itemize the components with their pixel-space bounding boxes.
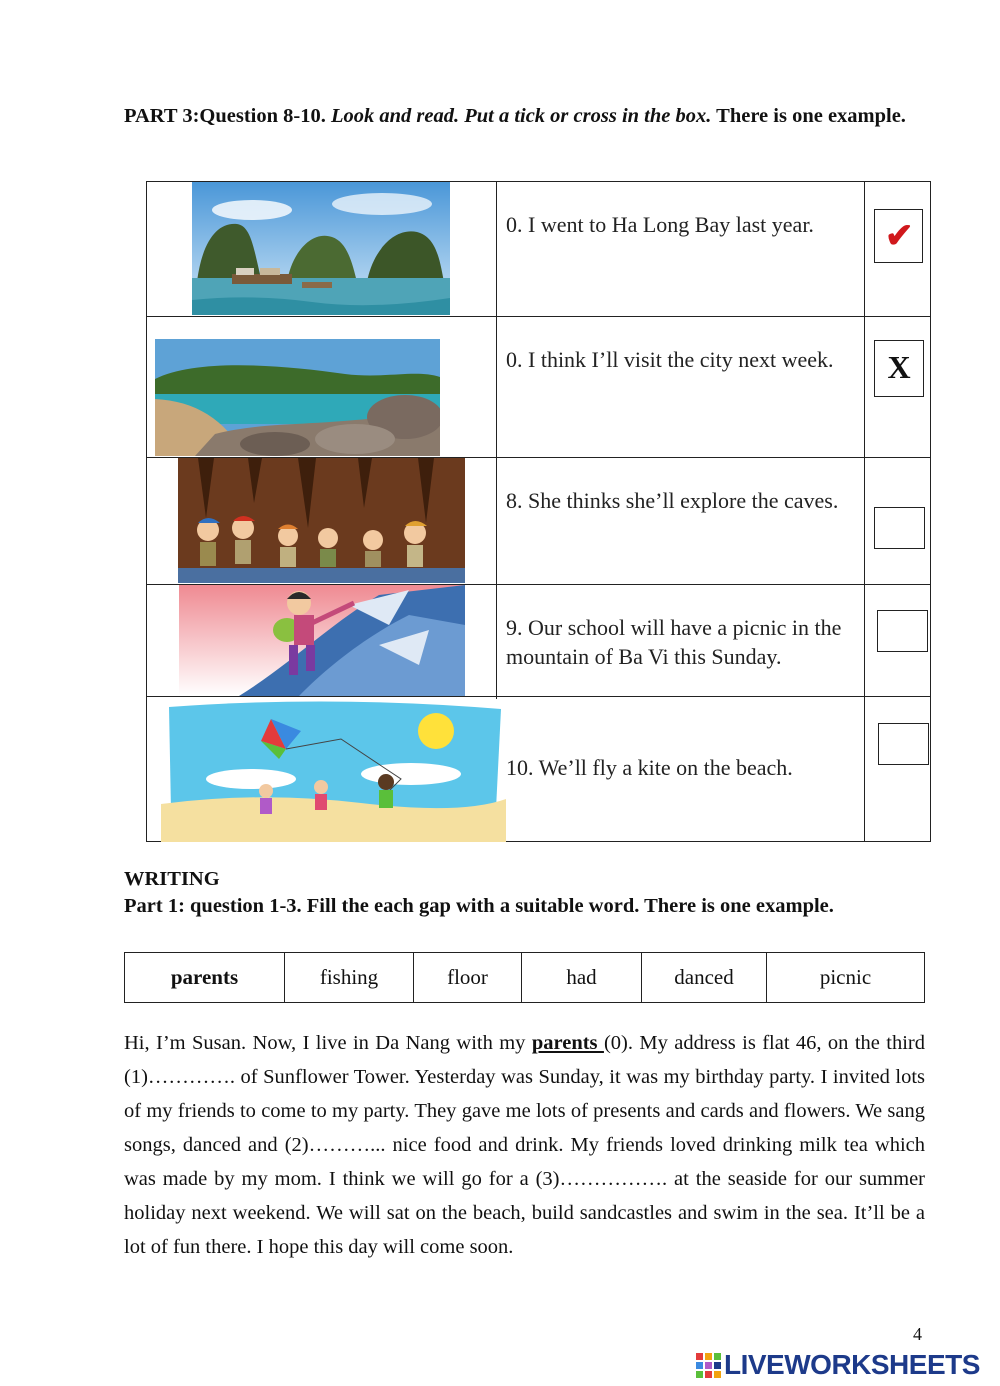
word-bank-cell: floor [414,953,522,1002]
part-suffix: There is one example. [716,105,906,127]
writing-instruction: Part 1: question 1-3. Fill the each gap with a suitable word. There is one example. [124,895,834,917]
word-bank-cell: danced [642,953,767,1002]
cross-mark-icon: X [887,349,911,385]
question-text: 0. I went to Ha Long Bay last year. [506,212,814,237]
word-bank-cell: picnic [819,965,872,989]
writing-title: WRITING [124,868,220,890]
ha-long-bay-image [192,182,450,315]
question-text: 10. We’ll fly a kite on the beach. [506,755,793,780]
question-text: 8. She thinks she’ll explore the caves. [506,488,839,513]
coast-image [155,339,440,456]
question-text: 0. I think I’ll visit the city next week. [506,347,834,372]
liveworksheets-logo [696,1349,996,1381]
answer-box[interactable] [874,209,923,263]
question-text: 9. Our school will have a picnic in the mountain of Ba Vi this Sunday. [506,615,842,669]
mountain-climber-image [179,585,465,696]
brand-name: LIVEWORKSHEETS [724,1349,980,1380]
tick-mark-icon: ✔ [885,218,914,255]
part3-heading [124,96,924,137]
passage-text: (0). My address is flat 46, on the third (1)…………. of Sunflower Tower. Yesterday was Sunday, it was my birthday party. I invited lots of my friends to come to my party. They gave me lots of presents and cards and flowers. We sang songs, danced and (2)………... nice food and drink. My friends loved drinking milk tea which was made by my mom. I think we will go for a (3)……………. at the seaside for our summer holiday next weekend. We will sat on the beach, build sandcastles and swim in the sea. It’ll be a lot of fun there. I hope this day will come soon. [124,1032,925,1258]
kite-beach-image [161,699,506,842]
word-bank [124,952,925,1003]
part-label: PART 3:Question 8-10. [124,105,326,127]
logo-icon [696,1353,722,1379]
example-answer: parents [531,1032,604,1054]
cave-children-image [178,458,465,583]
answer-box[interactable] [874,507,925,549]
answer-box[interactable] [877,610,928,652]
word-bank-cell: fishing [285,953,414,1002]
column-divider [864,182,865,841]
page-number: 4 [913,1324,922,1344]
part-instruction: Look and read. Put a tick or cross in the box. [330,105,712,127]
row-divider [147,316,930,317]
answer-box[interactable] [878,723,929,765]
answer-box[interactable] [874,340,924,397]
reading-passage [124,1026,925,1264]
word-bank-cell: parents [125,953,285,1002]
word-bank-cell: had [522,953,642,1002]
row-divider [147,696,930,697]
tick-cross-table [146,181,931,842]
passage-text: Hi, I’m Susan. Now, I live in Da Nang with my [124,1032,532,1054]
